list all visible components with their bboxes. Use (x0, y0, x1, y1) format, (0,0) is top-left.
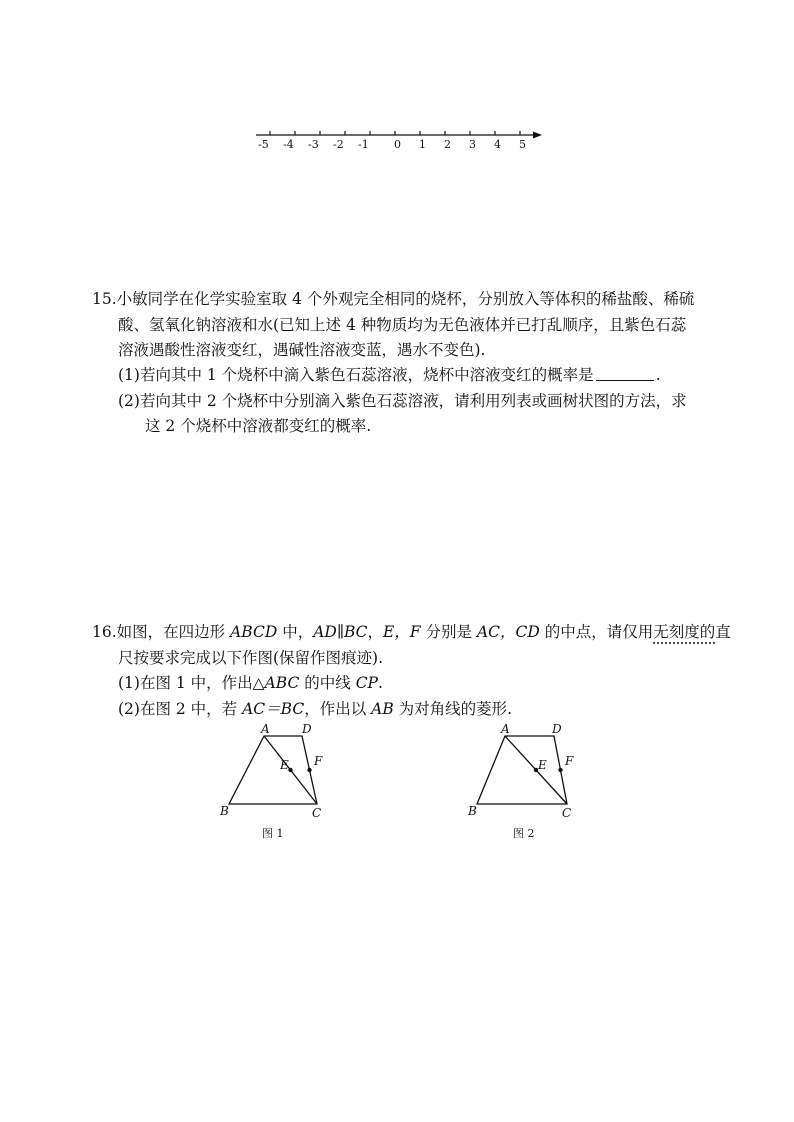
tick-label: -3 (308, 138, 319, 151)
fig1-label-d: D (302, 722, 312, 736)
fig2-label-c: C (562, 806, 572, 820)
q15-part2-line1: (2)若向其中 2 个烧杯中分别滴入紫色石蕊溶液，请利用列表或画树状图的方法，求 (118, 392, 687, 410)
answer-blank[interactable] (596, 366, 654, 381)
q16-text-line2: 尺按要求完成以下作图(保留作图痕迹). (118, 649, 384, 667)
point-f (558, 768, 562, 772)
tick-label: 0 (394, 138, 401, 151)
q15-text-line1: 小敏同学在化学实验室取 4 个外观完全相同的烧杯，分别放入等体积的稀盐酸、稀硫 (116, 290, 695, 308)
fig2-label-a: A (501, 722, 510, 736)
point-f (307, 768, 311, 772)
fig1-label-a: A (261, 722, 270, 736)
q15-text-line3: 溶液遇酸性溶液变红，遇碱性溶液变蓝，遇水不变色). (118, 341, 486, 359)
tick-label: 4 (494, 138, 501, 151)
fig2-label-d: D (552, 722, 562, 736)
fig2-label-e: E (538, 758, 547, 772)
tick-label: -2 (333, 138, 344, 151)
fig2-label-b: B (468, 804, 477, 818)
fig1-label-b: B (220, 804, 229, 818)
fig2-label-f: F (565, 754, 574, 768)
quad-abcd: ABCD (230, 623, 278, 641)
q15-text-line2: 酸、氢氧化钠溶液和水(已知上述 4 种物质均为无色液体并已打乱顺序，且紫色石蕊 (118, 316, 687, 334)
fig1-label-f: F (314, 754, 323, 768)
emphasis-text: 无刻度的 (653, 623, 716, 641)
tick-label: 3 (469, 138, 476, 151)
ad-parallel-bc: AD∥BC (313, 623, 368, 641)
fig1-label-e: E (280, 758, 289, 772)
fig1-label-c: C (312, 806, 322, 820)
fig2-caption: 图 2 (513, 827, 535, 840)
quadrilateral-abcd (229, 736, 317, 804)
tick-label: 5 (519, 138, 526, 151)
tick-label: 1 (419, 138, 426, 151)
q15-number: 15. (92, 290, 117, 308)
q15-part2-line2: 这 2 个烧杯中溶液都变红的概率. (145, 417, 372, 435)
tick-label: 2 (444, 138, 451, 151)
q16-number: 16. (92, 623, 117, 641)
tick-label: -5 (258, 138, 269, 151)
tick-label: -1 (358, 138, 369, 151)
fig1-caption: 图 1 (262, 827, 284, 840)
q15-part1: (1)若向其中 1 个烧杯中滴入紫色石蕊溶液，烧杯中溶液变红的概率是 (118, 366, 594, 384)
quadrilateral-abcd (477, 736, 567, 804)
number-line-ticks (270, 131, 520, 135)
tick-label: -4 (283, 138, 294, 151)
q15-part1-end: . (655, 366, 661, 384)
